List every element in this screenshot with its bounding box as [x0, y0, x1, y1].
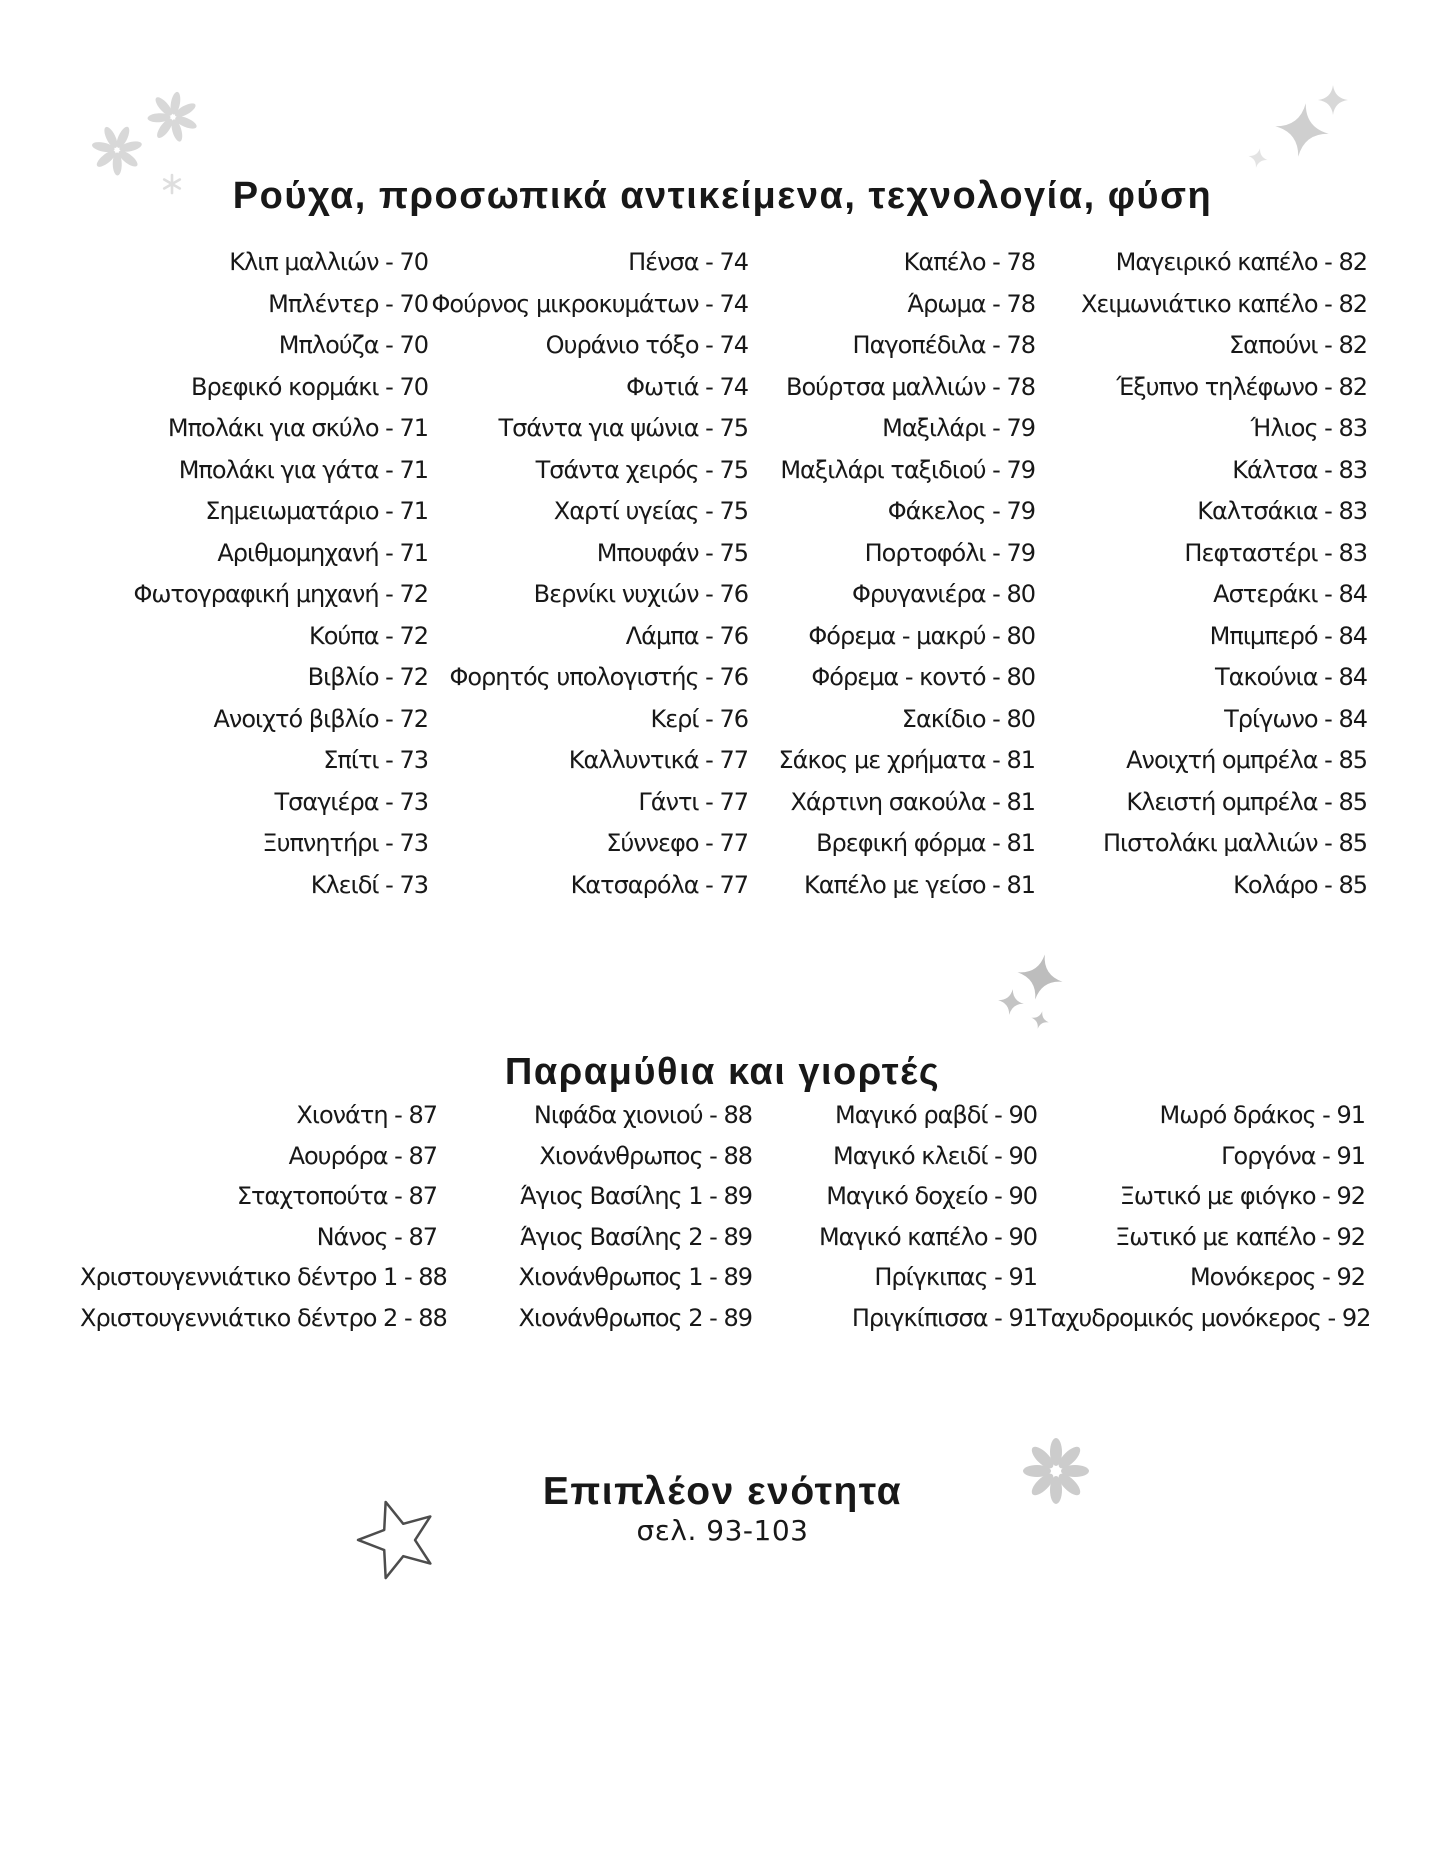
toc-item: Μαξιλάρι - 79: [882, 414, 1035, 442]
toc-item: Χιονάνθρωπος 2 - 89: [518, 1303, 752, 1332]
toc-item: Παγοπέδιλα - 78: [852, 331, 1035, 359]
toc-item: Βούρτσα μαλλιών - 78: [786, 372, 1035, 401]
toc-item: Μπλέντερ - 70: [268, 289, 428, 318]
toc-item: Πριγκίπισσα - 91: [851, 1303, 1037, 1332]
toc-item: Τσαγιέρα - 73: [274, 787, 428, 816]
toc-item: Άγιος Βασίλης 2 - 89: [520, 1222, 752, 1251]
sparkle-decoration-top-right: [1235, 72, 1365, 182]
toc-item: Φρυγανιέρα - 80: [851, 580, 1035, 608]
toc-item: Ήλιος - 83: [1250, 414, 1367, 442]
flower-icon: [1020, 1435, 1092, 1507]
toc-item: Σακίδιο - 80: [901, 704, 1035, 733]
toc-item: Μπιμπερό - 84: [1209, 621, 1367, 650]
toc-column: [80, 1095, 447, 1338]
toc-item: Βιβλίο - 72: [307, 663, 428, 691]
toc-item: Μαξιλάρι ταξιδιού - 79: [780, 455, 1035, 484]
toc-item: Αριθμομηχανή - 71: [217, 538, 428, 567]
sparkle-icon: [1013, 950, 1068, 1004]
section-title-clothes-tech-nature: Ρούχα, προσωπικά αντικείμενα, τεχνολογία, φύση: [232, 175, 1213, 218]
toc-item: Βερνίκι νυχιών - 76: [533, 580, 748, 608]
toc-item: Κερί - 76: [650, 704, 748, 733]
toc-item: Κλειδί - 73: [310, 870, 428, 899]
toc-item: Χριστουγεννιάτικο δέντρο 2 - 88: [80, 1303, 447, 1332]
sparkle-icon: [1272, 100, 1333, 161]
toc-item: Σταχτοπούτα - 87: [236, 1182, 437, 1210]
toc-item: Ταχυδρομικός μονόκερος - 92: [1037, 1303, 1371, 1332]
toc-list-section-2: [80, 1095, 1371, 1338]
toc-item: Πρίγκιπας - 91: [874, 1263, 1037, 1291]
toc-item: Λάμπα - 76: [625, 621, 748, 650]
toc-item: Μαγειρικό καπέλο - 82: [1115, 248, 1367, 276]
sparkle-icon: [1246, 146, 1270, 170]
toc-item: Κλειστή ομπρέλα - 85: [1126, 787, 1367, 816]
toc-column: [100, 242, 428, 906]
sparkle-decoration-section-2: [990, 950, 1075, 1040]
toc-item: Χιονάνθρωπος 1 - 89: [518, 1263, 752, 1291]
toc-item: Καπέλο με γείσο - 81: [803, 870, 1035, 899]
toc-item: Τσάντα για ψώνια - 75: [498, 414, 748, 442]
toc-item: Φωτιά - 74: [626, 372, 748, 401]
toc-item: Μαγικό ραβδί - 90: [835, 1101, 1037, 1129]
toc-item: Χαρτί υγείας - 75: [553, 497, 748, 525]
toc-item: Ξωτικό με καπέλο - 92: [1115, 1222, 1365, 1251]
toc-item: Χριστουγεννιάτικο δέντρο 1 - 88: [80, 1263, 447, 1291]
toc-item: Γοργόνα - 91: [1221, 1141, 1365, 1170]
toc-item: Έξυπνο τηλέφωνο - 82: [1116, 372, 1367, 401]
toc-item: Ξυπνητήρι - 73: [262, 829, 428, 857]
toc-item: Κλιπ μαλλιών - 70: [229, 248, 428, 276]
sparkle-icon: [1318, 85, 1348, 115]
toc-item: Κολάρο - 85: [1233, 870, 1367, 899]
toc-item: Άρωμα - 78: [907, 289, 1035, 318]
toc-list-section-1: [100, 242, 1367, 906]
toc-item: Κάλτσα - 83: [1232, 455, 1367, 484]
toc-item: Φορητός υπολογιστής - 76: [449, 663, 748, 691]
toc-item: Πορτοφόλι - 79: [864, 538, 1035, 567]
toc-item: Βρεφικό κορμάκι - 70: [191, 372, 428, 401]
sparkle-icon: [996, 987, 1025, 1016]
toc-item: Καλτσάκια - 83: [1197, 497, 1367, 525]
toc-item: Νάνος - 87: [316, 1222, 437, 1251]
toc-column: [752, 1095, 1037, 1338]
toc-item: Καλλυντικά - 77: [568, 746, 748, 774]
toc-column: [1035, 242, 1367, 906]
toc-item: Μονόκερος - 92: [1189, 1263, 1365, 1291]
toc-item: Καπέλο - 78: [903, 248, 1035, 276]
toc-column: [437, 1095, 752, 1338]
toc-item: Χειμωνιάτικο καπέλο - 82: [1080, 289, 1367, 318]
section-title-extra: Επιπλέον ενότητα: [542, 1470, 903, 1514]
toc-item: Χάρτινη σακούλα - 81: [790, 787, 1035, 816]
toc-item: Κούπα - 72: [308, 621, 428, 650]
toc-item: Μαγικό καπέλο - 90: [818, 1222, 1037, 1251]
toc-item: Αστεράκι - 84: [1213, 580, 1367, 608]
toc-item: Νιφάδα χιονιού - 88: [533, 1101, 752, 1129]
sparkle-icon: [1029, 1009, 1051, 1031]
toc-item: Χιονάτη - 87: [296, 1101, 437, 1129]
flower-icon: [147, 91, 198, 143]
toc-column: [748, 242, 1035, 906]
toc-item: Φάκελος - 79: [887, 497, 1035, 525]
toc-item: Μαγικό δοχείο - 90: [826, 1182, 1037, 1210]
toc-item: Κατσαρόλα - 77: [570, 870, 748, 899]
toc-item: Τσάντα χειρός - 75: [535, 455, 748, 484]
toc-item: Μπουφάν - 75: [596, 538, 748, 567]
toc-item: Μπλούζα - 70: [278, 331, 428, 359]
toc-item: Μπολάκι για σκύλο - 71: [167, 414, 428, 442]
toc-column: [428, 242, 748, 906]
toc-item: Γάντι - 77: [638, 787, 748, 816]
toc-item: Σπίτι - 73: [323, 746, 428, 774]
toc-item: Φωτογραφική μηχανή - 72: [133, 580, 428, 608]
toc-item: Πιστολάκι μαλλιών - 85: [1102, 829, 1367, 857]
toc-item: Πένσα - 74: [628, 248, 748, 276]
toc-item: Φόρεμα - μακρύ - 80: [808, 621, 1035, 650]
toc-item: Πεφταστέρι - 83: [1184, 538, 1367, 567]
toc-item: Τακούνια - 84: [1215, 663, 1367, 691]
toc-item: Σαπούνι - 82: [1229, 331, 1367, 359]
toc-item: Φόρεμα - κοντό - 80: [811, 663, 1035, 691]
section-title-fairytales-holidays: Παραμύθια και γιορτές: [504, 1050, 941, 1093]
toc-item: Χιονάνθρωπος - 88: [539, 1141, 752, 1170]
toc-item: Σημειωματάριο - 71: [205, 497, 428, 525]
toc-item: Ανοιχτό βιβλίο - 72: [213, 704, 428, 733]
star-outline-icon: [352, 1488, 448, 1592]
toc-item: Μαγικό κλειδί - 90: [832, 1141, 1037, 1170]
extra-section-pages: σελ. 93-103: [636, 1514, 809, 1547]
toc-item: Τρίγωνο - 84: [1224, 704, 1367, 733]
toc-item: Ανοιχτή ομπρέλα - 85: [1126, 746, 1367, 774]
toc-item: Σάκος με χρήματα - 81: [778, 746, 1035, 774]
toc-item: Μπολάκι για γάτα - 71: [178, 455, 428, 484]
toc-item: Άγιος Βασίλης 1 - 89: [520, 1182, 752, 1210]
toc-item: Αουρόρα - 87: [288, 1141, 437, 1170]
toc-item: Σύννεφο - 77: [606, 829, 748, 857]
toc-column: [1037, 1095, 1371, 1338]
toc-item: Ουράνιο τόξο - 74: [545, 331, 748, 359]
toc-item: Ξωτικό με φιόγκο - 92: [1119, 1182, 1365, 1210]
toc-item: Φούρνος μικροκυμάτων - 74: [431, 289, 748, 318]
toc-item: Μωρό δράκος - 91: [1159, 1101, 1365, 1129]
toc-item: Βρεφική φόρμα - 81: [816, 829, 1035, 857]
